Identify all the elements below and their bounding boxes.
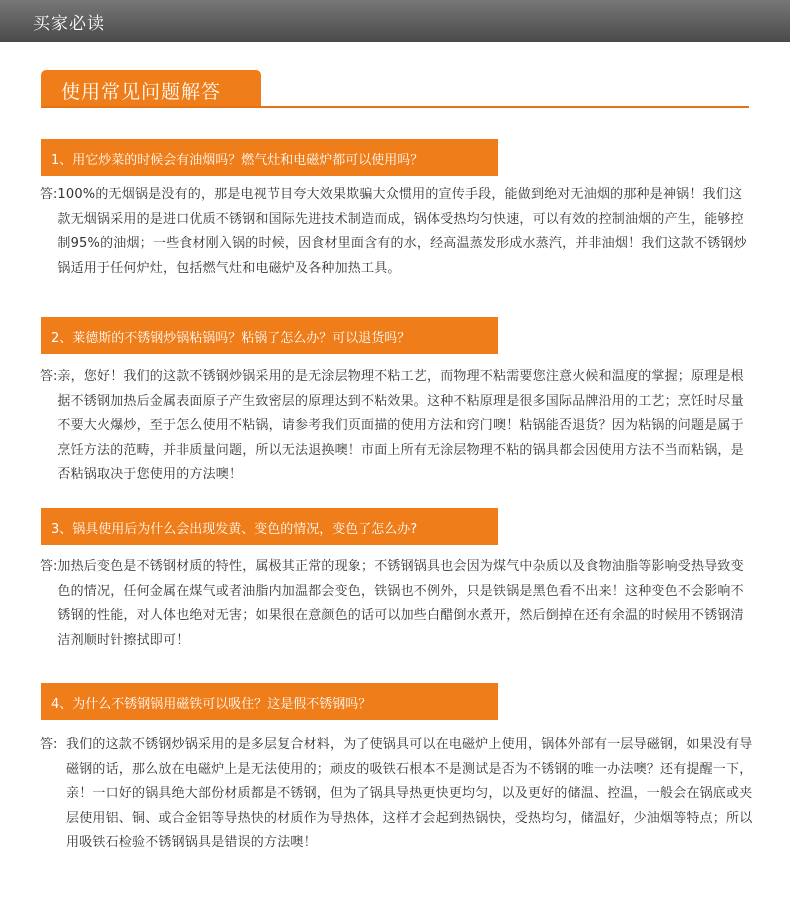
faq-answer [40, 183, 755, 281]
faq-question: 4、为什么不锈钢锅用磁铁可以吸住？这是假不锈钢吗？ [51, 697, 372, 712]
section-divider [41, 106, 749, 108]
answer-prefix: 答: [40, 187, 58, 202]
faq-question-bar [41, 317, 498, 354]
faq-answer [40, 365, 755, 488]
section-title: 使用常见问题解答 [61, 81, 222, 103]
faq-question: 2、莱德斯的不锈钢炒锅粘锅吗？粘锅了怎么办？可以退货吗？ [51, 331, 411, 346]
faq-question-bar [41, 683, 498, 720]
answer-prefix: 答: [40, 369, 58, 384]
answer-prefix: 答: [40, 737, 58, 752]
faq-question: 3、锅具使用后为什么会出现发黄、变色的情况，变色了怎么办? [51, 522, 418, 537]
answer-text: 100%的无烟锅是没有的，那是电视节目夸大效果欺骗大众惯用的宣传手段，能做到绝对无油烟的那种是神锅！我们这款无烟锅采用的是进口优质不锈钢和国际先进技术制造而成，锅体受热均匀快速，可以有效的控制油烟的产生，能够控制95%的油烟；一些食材刚入锅的时候，因食材里面含有的水，经高温蒸发形成水蒸汽，并非油烟！我们这款不锈钢炒锅适用于任何炉灶，包括燃气灶和电磁炉及各种加热工具。 [57, 187, 747, 276]
section-tab [41, 70, 261, 107]
faq-question: 1、用它炒菜的时候会有油烟吗？燃气灶和电磁炉都可以使用吗？ [51, 153, 424, 168]
faq-question-bar [41, 508, 498, 545]
header-bar [0, 0, 790, 42]
answer-prefix: 答: [40, 559, 58, 574]
faq-answer [40, 733, 755, 856]
answer-text: 加热后变色是不锈钢材质的特性，属极其正常的现象；不锈钢锅具也会因为煤气中杂质以及食物油脂等影响受热导致变色的情况，任何金属在煤气或者油脂内加温都会变色，铁锅也不例外，只是铁锅是黑色看不出来！这种变色不会影响不锈钢的性能，对人体也绝对无害；如果很在意颜色的话可以加些白醋倒水煮开，然后倒掉在还有余温的时候用不锈钢清洁剂顺时针擦拭即可！ [57, 559, 744, 648]
header-title: 买家必读 [33, 14, 105, 34]
faq-question-bar [41, 139, 498, 176]
answer-text: 我们的这款不锈钢炒锅采用的是多层复合材料，为了使锅具可以在电磁炉上使用，锅体外部有一层导磁钢，如果没有导磁钢的话，那么放在电磁炉上是无法使用的；顽皮的吸铁石根本不是测试是否为不锈钢的唯一办法噢？还有提醒一下，亲！一口好的锅具绝大部份材质都是不锈钢，但为了锅具导热更快更均匀，以及更好的储温、控温，一般会在锅底或夹层使用铝、铜、或合金铝等导热快的材质作为导热体，这样才会起到热锅快，受热均匀，储温好，少油烟等特点；所以用吸铁石检验不锈钢锅具是错误的方法噢！ [66, 737, 753, 850]
answer-text: 亲，您好！我们的这款不锈钢炒锅采用的是无涂层物理不粘工艺，而物理不粘需要您注意火候和温度的掌握；原理是根据不锈钢加热后金属表面原子产生致密层的原理达到不粘效果。这种不粘原理是很多国际品牌沿用的工艺；烹饪时尽量不要大火爆炒，至于怎么使用不粘锅，请参考我们页面描的使用方法和窍门噢！粘锅能否退货？因为粘锅的问题是属于烹饪方法的范畴，并非质量问题，所以无法退换噢！市面上所有无涂层物理不粘的锅具都会因使用方法不当而粘锅，是否粘锅取决于您使用的方法噢！ [57, 369, 744, 482]
faq-answer [40, 555, 755, 653]
